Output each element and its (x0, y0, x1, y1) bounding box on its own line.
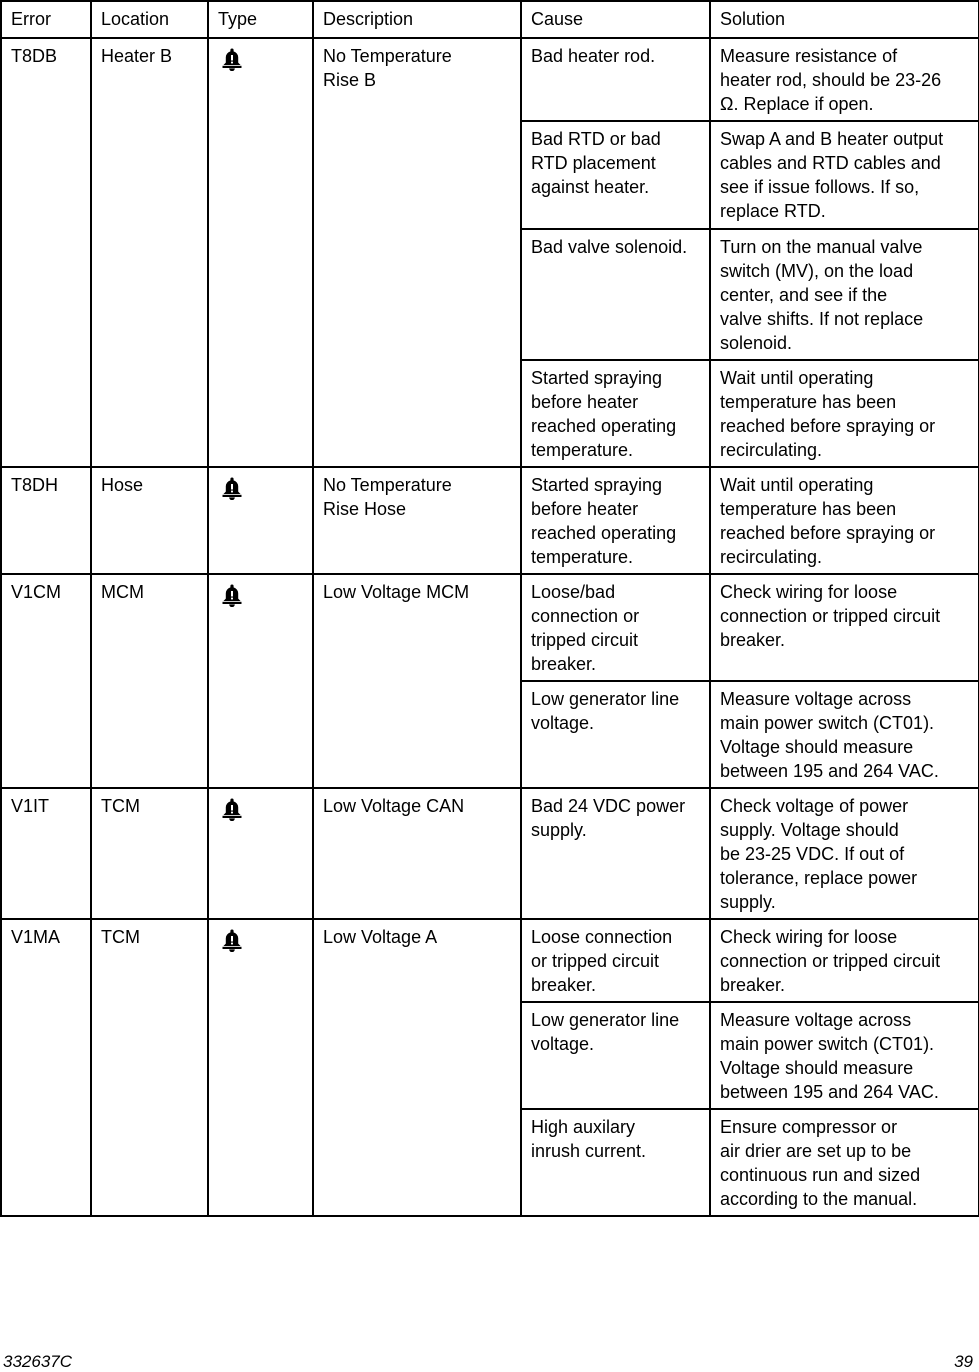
cause-cell: Low generator line voltage. (521, 1002, 710, 1109)
solution-cell: Wait until operating temperature has been reached before spraying or recirculating. (710, 360, 979, 467)
error-location: Heater B (91, 38, 208, 467)
alarm-bell-icon (220, 583, 244, 607)
solution-cell: Measure voltage across main power switch (CT01). Voltage should measure between 195 and 264 VAC. (710, 681, 979, 788)
cause-cell: Low generator line voltage. (521, 681, 710, 788)
error-type (208, 919, 313, 1216)
error-location: Hose (91, 467, 208, 574)
solution-cell: Measure voltage across main power switch (CT01). Voltage should measure between 195 and 264 VAC. (710, 1002, 979, 1109)
cause-cell: Started spraying before heater reached operating temperature. (521, 360, 710, 467)
alarm-bell-icon (220, 797, 244, 821)
error-location: TCM (91, 788, 208, 919)
page-number: 39 (954, 1352, 973, 1371)
error-code: T8DB (1, 38, 91, 467)
solution-cell: Turn on the manual valve switch (MV), on the load center, and see if the valve shifts. If not replace solenoid. (710, 229, 979, 360)
header-cause: Cause (521, 1, 710, 38)
error-description: Low Voltage A (313, 919, 521, 1216)
cause-cell: Started spraying before heater reached operating temperature. (521, 467, 710, 574)
header-error: Error (1, 1, 91, 38)
solution-cell: Ensure compressor or air drier are set up to be continuous run and sized according to the manual. (710, 1109, 979, 1216)
solution-cell: Wait until operating temperature has been reached before spraying or recirculating. (710, 467, 979, 574)
table-row (1, 38, 979, 121)
cause-cell: Bad valve solenoid. (521, 229, 710, 360)
error-description: No Temperature Rise B (313, 38, 521, 467)
solution-cell: Check voltage of power supply. Voltage should be 23-25 VDC. If out of tolerance, replace power supply. (710, 788, 979, 919)
cause-cell: Bad heater rod. (521, 38, 710, 121)
table-row (1, 467, 979, 574)
error-code: V1MA (1, 919, 91, 1216)
solution-cell: Measure resistance of heater rod, should be 23-26 Ω. Replace if open. (710, 38, 979, 121)
cause-cell: High auxilary inrush current. (521, 1109, 710, 1216)
error-description: Low Voltage MCM (313, 574, 521, 788)
header-type: Type (208, 1, 313, 38)
error-code: V1CM (1, 574, 91, 788)
solution-cell: Check wiring for loose connection or tripped circuit breaker. (710, 574, 979, 681)
error-type (208, 467, 313, 574)
error-type (208, 788, 313, 919)
solution-cell: Swap A and B heater output cables and RTD cables and see if issue follows. If so, replace RTD. (710, 121, 979, 229)
table-row (1, 574, 979, 681)
cause-cell: Bad 24 VDC power supply. (521, 788, 710, 919)
solution-cell: Check wiring for loose connection or tripped circuit breaker. (710, 919, 979, 1002)
error-type (208, 38, 313, 467)
alarm-bell-icon (220, 47, 244, 71)
document-number: 332637C (3, 1352, 73, 1371)
error-code: V1IT (1, 788, 91, 919)
alarm-bell-icon (220, 476, 244, 500)
cause-cell: Loose connection or tripped circuit breaker. (521, 919, 710, 1002)
error-code: T8DH (1, 467, 91, 574)
error-description: No Temperature Rise Hose (313, 467, 521, 574)
table-header-row (1, 1, 979, 38)
error-location: MCM (91, 574, 208, 788)
cause-cell: Loose/bad connection or tripped circuit breaker. (521, 574, 710, 681)
header-solution: Solution (710, 1, 979, 38)
table-row (1, 919, 979, 1002)
error-location: TCM (91, 919, 208, 1216)
table-row (1, 788, 979, 919)
header-location: Location (91, 1, 208, 38)
header-description: Description (313, 1, 521, 38)
alarm-bell-icon (220, 928, 244, 952)
error-description: Low Voltage CAN (313, 788, 521, 919)
error-type (208, 574, 313, 788)
cause-cell: Bad RTD or bad RTD placement against heater. (521, 121, 710, 229)
